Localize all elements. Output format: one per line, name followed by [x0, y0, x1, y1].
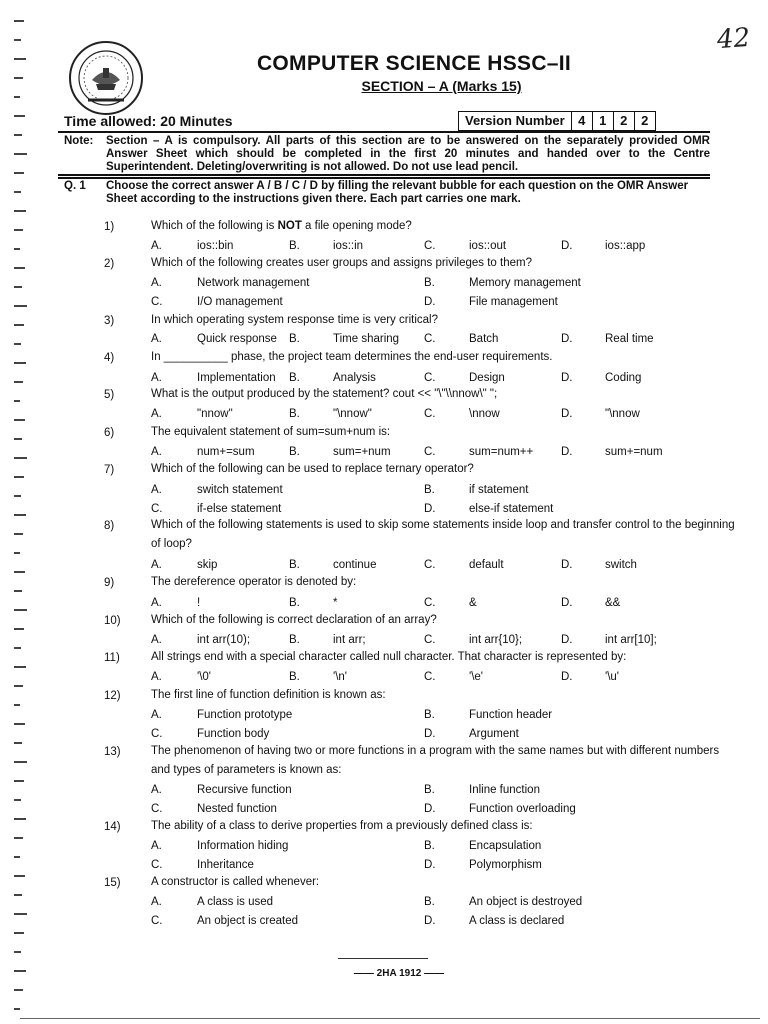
- question-instructions: Choose the correct answer A / B / C / D by filling the relevant bubble for each question on the OMR Answer Sheet according to the instructions given there. Each part carries one mark.: [106, 180, 689, 205]
- option-letter: C.: [424, 446, 436, 458]
- question-text: Which of the following statements is used to skip some statements inside loop and transfer control to the beginning of loop?: [151, 519, 735, 550]
- edge-mark: [14, 685, 23, 687]
- option-text: A class is declared: [469, 915, 565, 927]
- option-letter: A.: [151, 333, 162, 345]
- option-letter: D.: [424, 803, 436, 815]
- option-text: Memory management: [469, 277, 581, 289]
- option-text: I/O management: [197, 296, 283, 308]
- page-bottom-rule: [20, 1018, 760, 1019]
- option-letter: D.: [561, 634, 573, 646]
- question-number: 7): [104, 464, 115, 476]
- option-text: '\u': [605, 671, 619, 683]
- note-label: Note:: [64, 135, 94, 147]
- option-letter: C.: [424, 671, 436, 683]
- edge-mark: [14, 229, 23, 231]
- option-text: Design: [469, 372, 505, 384]
- question-text: All strings end with a special character called null character. That character is represented by:: [151, 651, 627, 663]
- edge-mark: [14, 799, 21, 801]
- option-text: int arr{10};: [469, 634, 523, 646]
- option-text: *: [333, 597, 338, 609]
- edge-mark: [14, 39, 21, 41]
- edge-mark: [14, 305, 27, 307]
- option-text: sum+=num: [605, 446, 663, 458]
- option-text: int arr(10);: [197, 634, 251, 646]
- option-text: int arr[10];: [605, 634, 657, 646]
- option-letter: D.: [424, 859, 436, 871]
- version-number-box: [458, 111, 656, 131]
- edge-mark: [14, 438, 22, 440]
- option-text: Network management: [197, 277, 310, 289]
- option-text: sum=+num: [333, 446, 391, 458]
- option-letter: C.: [151, 915, 163, 927]
- edge-mark: [14, 362, 26, 364]
- edge-mark: [14, 951, 21, 953]
- edge-mark: [14, 837, 23, 839]
- question-text: Which of the following is NOT a file opening mode?: [151, 220, 412, 232]
- option-text: Nested function: [197, 803, 277, 815]
- edge-mark: [14, 533, 23, 535]
- edge-mark: [14, 134, 22, 136]
- version-digit: 1: [593, 112, 614, 130]
- option-text: &: [469, 597, 477, 609]
- option-text: default: [469, 559, 504, 571]
- option-letter: A.: [151, 277, 162, 289]
- option-letter: C.: [151, 728, 163, 740]
- edge-mark: [14, 742, 22, 744]
- option-letter: B.: [424, 784, 435, 796]
- question-text: The dereference operator is denoted by:: [151, 576, 357, 588]
- option-text: Coding: [605, 372, 642, 384]
- edge-mark: [14, 780, 24, 782]
- divider: [58, 131, 710, 133]
- option-letter: C.: [151, 296, 163, 308]
- option-letter: A.: [151, 709, 162, 721]
- option-text: File management: [469, 296, 558, 308]
- option-letter: C.: [424, 333, 436, 345]
- edge-mark: [14, 875, 25, 877]
- question-text: Which of the following creates user groups and assigns privileges to them?: [151, 257, 532, 269]
- option-text: "\nnow": [333, 408, 372, 420]
- option-text: int arr;: [333, 634, 366, 646]
- edge-mark: [14, 172, 24, 174]
- edge-mark: [14, 628, 24, 630]
- option-letter: A.: [151, 559, 162, 571]
- edge-mark: [14, 286, 22, 288]
- edge-mark: [14, 20, 24, 22]
- option-letter: B.: [289, 372, 300, 384]
- question-text: The first line of function definition is known as:: [151, 689, 386, 701]
- question-text: Which of the following can be used to replace ternary operator?: [151, 463, 474, 475]
- option-text: Inline function: [469, 784, 540, 796]
- edge-mark: [14, 96, 20, 98]
- question-text: The ability of a class to derive properties from a previously defined class is:: [151, 820, 533, 832]
- option-letter: A.: [151, 484, 162, 496]
- option-letter: B.: [289, 240, 300, 252]
- option-letter: A.: [151, 784, 162, 796]
- question-text: In which operating system response time is very critical?: [151, 314, 438, 326]
- question-number: 14): [104, 821, 121, 833]
- edge-mark: [14, 609, 27, 611]
- option-letter: C.: [424, 240, 436, 252]
- question-number: 11): [104, 652, 120, 664]
- edge-mark: [14, 989, 23, 991]
- option-letter: A.: [151, 446, 162, 458]
- divider: [58, 174, 710, 176]
- option-text: ios::bin: [197, 240, 234, 252]
- option-letter: A.: [151, 372, 162, 384]
- scan-edge-marks: [0, 0, 42, 1024]
- option-letter: C.: [151, 803, 163, 815]
- option-text: A class is used: [197, 896, 274, 908]
- option-text: sum=num++: [469, 446, 534, 458]
- option-letter: B.: [289, 671, 300, 683]
- option-text: ios::in: [333, 240, 364, 252]
- option-letter: D.: [424, 503, 436, 515]
- option-text: "nnow": [197, 408, 233, 420]
- question-group-label: Q. 1: [64, 180, 86, 192]
- question-number: 6): [104, 427, 115, 439]
- option-letter: D.: [561, 372, 573, 384]
- option-text: if statement: [469, 484, 529, 496]
- option-letter: D.: [561, 408, 573, 420]
- time-allowed: Time allowed: 20 Minutes: [64, 113, 233, 129]
- option-text: Argument: [469, 728, 519, 740]
- option-letter: A.: [151, 671, 162, 683]
- option-letter: D.: [561, 671, 573, 683]
- edge-mark: [14, 552, 20, 554]
- option-text: Inheritance: [197, 859, 254, 871]
- edge-mark: [14, 400, 20, 402]
- option-text: Function body: [197, 728, 270, 740]
- option-text: Real time: [605, 333, 654, 345]
- option-text: An object is created: [197, 915, 299, 927]
- version-label: Version Number: [459, 112, 572, 130]
- option-letter: B.: [289, 446, 300, 458]
- option-letter: B.: [289, 408, 300, 420]
- option-text: '\0': [197, 671, 211, 683]
- option-text: Function header: [469, 709, 553, 721]
- option-text: Time sharing: [333, 333, 400, 345]
- option-text: Encapsulation: [469, 840, 542, 852]
- version-digit: 2: [614, 112, 635, 130]
- option-text: Recursive function: [197, 784, 292, 796]
- option-letter: A.: [151, 240, 162, 252]
- option-letter: B.: [424, 484, 435, 496]
- option-letter: A.: [151, 634, 162, 646]
- option-letter: B.: [424, 896, 435, 908]
- edge-mark: [14, 419, 25, 421]
- question-number: 10): [104, 615, 121, 627]
- question-number: 8): [104, 520, 115, 532]
- version-digit: 2: [641, 113, 649, 128]
- question-number: 1): [104, 221, 115, 233]
- option-text: switch: [605, 559, 637, 571]
- question-text: What is the output produced by the statement? cout << "\"\\nnow\" ";: [151, 388, 498, 400]
- option-text: else-if statement: [469, 503, 554, 515]
- option-text: Analysis: [333, 372, 376, 384]
- edge-mark: [14, 704, 20, 706]
- option-text: Quick response: [197, 333, 277, 345]
- edge-mark: [14, 476, 24, 478]
- edge-mark: [14, 894, 22, 896]
- option-letter: C.: [424, 408, 436, 420]
- option-text: &&: [605, 597, 621, 609]
- option-letter: B.: [289, 333, 300, 345]
- option-letter: D.: [424, 728, 436, 740]
- option-letter: D.: [561, 240, 573, 252]
- option-letter: C.: [424, 559, 436, 571]
- divider: [58, 177, 710, 179]
- option-letter: B.: [424, 840, 435, 852]
- option-text: '\e': [469, 671, 483, 683]
- option-letter: B.: [289, 559, 300, 571]
- question-text: The phenomenon of having two or more functions in a program with the same names but with different numbers and types of parameters is known as:: [151, 745, 720, 776]
- option-text: Information hiding: [197, 840, 289, 852]
- version-digit: 4: [572, 112, 593, 130]
- edge-mark: [14, 248, 20, 250]
- option-letter: C.: [424, 634, 436, 646]
- edge-mark: [14, 115, 25, 117]
- edge-mark: [14, 343, 21, 345]
- option-letter: D.: [561, 333, 573, 345]
- option-text: if-else statement: [197, 503, 282, 515]
- edge-mark: [14, 932, 24, 934]
- note-text: Section – A is compulsory. All parts of this section are to be answered on the separately provided OMR Answer Sheet which should be completed in the first 20 minutes and handed over to the Centre Superintendent. Deleting/overwriting is not allowed. Do not use lead pencil.: [106, 135, 710, 173]
- edge-mark: [14, 324, 24, 326]
- option-letter: B.: [289, 597, 300, 609]
- question-number: 2): [104, 258, 115, 270]
- option-text: ios::app: [605, 240, 646, 252]
- option-text: '\n': [333, 671, 347, 683]
- option-text: num+=sum: [197, 446, 255, 458]
- question-number: 3): [104, 315, 115, 327]
- option-letter: C.: [424, 372, 436, 384]
- edge-mark: [14, 1008, 20, 1010]
- option-letter: B.: [289, 634, 300, 646]
- option-letter: C.: [424, 597, 436, 609]
- edge-mark: [14, 666, 26, 668]
- question-number: 4): [104, 352, 115, 364]
- option-text: Function prototype: [197, 709, 293, 721]
- option-letter: D.: [561, 597, 573, 609]
- question-number: 15): [104, 877, 121, 889]
- edge-mark: [14, 856, 20, 858]
- edge-mark: [14, 267, 25, 269]
- option-text: "\nnow: [605, 408, 640, 420]
- option-letter: A.: [151, 840, 162, 852]
- option-letter: B.: [424, 277, 435, 289]
- question-number: 9): [104, 577, 115, 589]
- exam-title: COMPUTER SCIENCE HSSC–II: [256, 52, 572, 75]
- option-letter: A.: [151, 597, 162, 609]
- question-text: The equivalent statement of sum=sum+num is:: [151, 426, 391, 438]
- question-text: In __________ phase, the project team determines the end-user requirements.: [151, 351, 553, 363]
- option-text: switch statement: [197, 484, 283, 496]
- option-text: skip: [197, 559, 218, 571]
- edge-mark: [14, 647, 21, 649]
- question-text: Which of the following is correct declaration of an array?: [151, 614, 437, 626]
- option-text: Implementation: [197, 372, 276, 384]
- edge-mark: [14, 153, 27, 155]
- edge-mark: [14, 381, 23, 383]
- edge-mark: [14, 191, 21, 193]
- edge-mark: [14, 495, 21, 497]
- option-letter: A.: [151, 896, 162, 908]
- option-text: An object is destroyed: [469, 896, 583, 908]
- option-letter: D.: [424, 915, 436, 927]
- option-text: \nnow: [469, 408, 500, 420]
- section-heading: SECTION – A (Marks 15): [361, 78, 522, 94]
- option-letter: D.: [561, 446, 573, 458]
- handwritten-mark: 42: [715, 22, 752, 56]
- edge-mark: [14, 457, 27, 459]
- option-letter: D.: [424, 296, 436, 308]
- option-letter: B.: [424, 709, 435, 721]
- option-text: !: [197, 597, 201, 609]
- option-letter: A.: [151, 408, 162, 420]
- option-text: ios::out: [469, 240, 507, 252]
- question-text: A constructor is called whenever:: [151, 876, 320, 888]
- option-letter: C.: [151, 503, 163, 515]
- question-number: 12): [104, 690, 121, 702]
- option-text: Polymorphism: [469, 859, 542, 871]
- footer-rule: [338, 958, 428, 959]
- edge-mark: [14, 723, 25, 725]
- question-number: 5): [104, 389, 115, 401]
- option-text: Batch: [469, 333, 499, 345]
- edge-mark: [14, 210, 26, 212]
- edge-mark: [14, 818, 26, 820]
- edge-mark: [14, 514, 26, 516]
- option-text: Function overloading: [469, 803, 576, 815]
- edge-mark: [14, 913, 27, 915]
- edge-mark: [14, 590, 22, 592]
- paper-code: —— 2HA 1912 ——: [353, 968, 445, 979]
- option-letter: C.: [151, 859, 163, 871]
- option-text: continue: [333, 559, 377, 571]
- edge-mark: [14, 571, 25, 573]
- question-number: 13): [104, 746, 121, 758]
- option-letter: D.: [561, 559, 573, 571]
- edge-mark: [14, 761, 27, 763]
- question-emphasis: NOT: [277, 220, 302, 232]
